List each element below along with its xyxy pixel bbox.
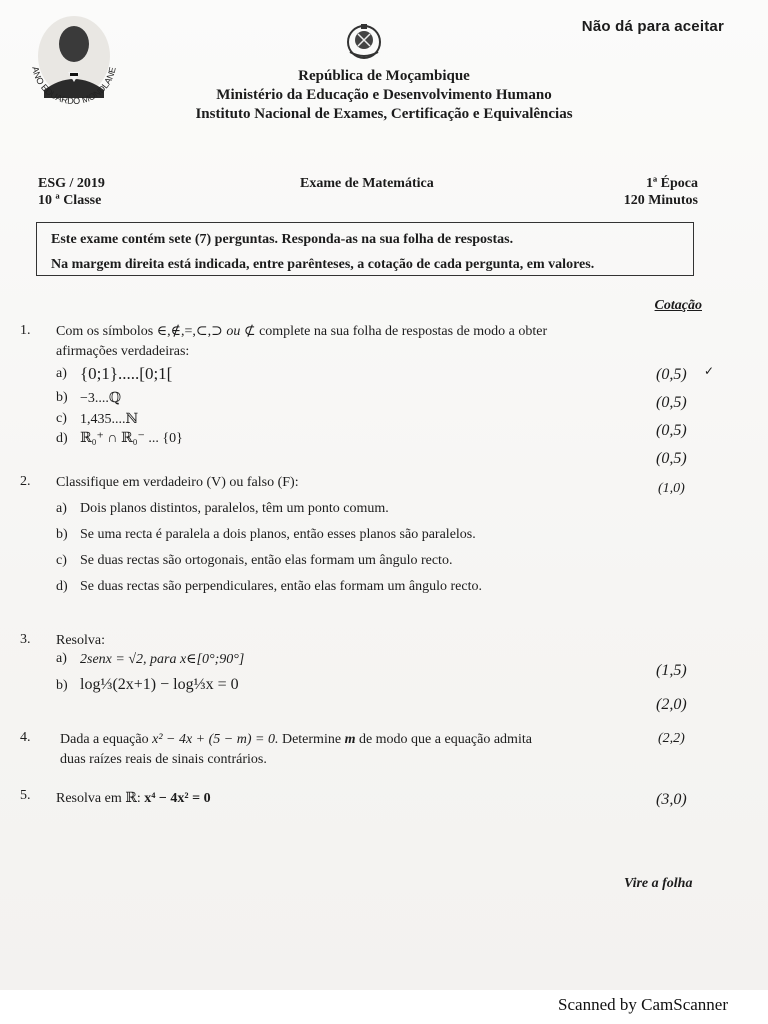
q1b-label: b): [56, 390, 68, 405]
scanned-by-watermark: Scanned by CamScanner: [558, 995, 728, 1014]
q2d-label: d): [56, 579, 68, 594]
q1-number: 1.: [20, 323, 31, 338]
q5-text: [56, 790, 211, 808]
q2a-text: Dois planos distintos, paralelos, têm um ponto comum.: [80, 501, 389, 516]
exam-code: ESG / 2019: [38, 176, 105, 191]
q1c-text: 1,435....ℕ: [80, 412, 139, 427]
svg-text:ANO EDUARDO MONDLANE: ANO EDUARDO MONDLANE: [30, 65, 118, 107]
q4-text-start: Dada a equação: [60, 732, 149, 747]
turn-page-note: Vire a folha: [624, 876, 693, 891]
q4-text: [60, 731, 630, 749]
class-level: 10 ª Classe: [38, 193, 102, 208]
handwritten-note: Não dá para aceitar: [581, 18, 724, 35]
cotacao-heading: Cotação: [654, 298, 702, 313]
check-mark: ✓: [704, 364, 715, 378]
instruction-line-2: Na margem direita está indicada, entre parênteses, a cotação de cada pergunta, em valores.: [51, 257, 595, 272]
q2d-text: Se duas rectas são perpendiculares, então elas formam um ângulo recto.: [80, 579, 482, 594]
instruction-line-1: Este exame contém sete (7) perguntas. Responda-as na sua folha de respostas.: [51, 232, 514, 247]
q4-score: (2,2): [658, 731, 685, 746]
q5-text-start: Resolva em ℝ:: [56, 791, 141, 806]
q3a-score: (1,5): [656, 662, 687, 679]
q4-text-line2: duas raízes reais de sinais contrários.: [60, 752, 267, 767]
q1c-label: c): [56, 411, 67, 426]
q1b-text: −3....ℚ: [80, 391, 122, 406]
q3a-text: 2senx = √2, para x∈[0°;90°]: [80, 652, 245, 667]
q1a-text: {0;1}.....[0;1[: [80, 364, 173, 383]
q2-number: 2.: [20, 474, 31, 489]
q3b-label: b): [56, 678, 68, 693]
institution-line-1: República de Moçambique: [298, 68, 470, 84]
q1b-score: (0,5): [656, 394, 687, 411]
q2-text: Classifique em verdadeiro (V) ou falso (F):: [56, 475, 299, 490]
q3a-label: a): [56, 651, 67, 666]
q1-text-line2: afirmações verdadeiras:: [56, 344, 190, 359]
q1-symbols: ∈,∉,=,⊂,⊃: [156, 324, 223, 339]
q3b-score: (2,0): [656, 696, 687, 713]
q5-score: (3,0): [656, 791, 687, 808]
q1d-score: (0,5): [656, 450, 687, 467]
q1-not-subset-symbol: ⊄: [243, 324, 256, 339]
q1-ou: ou: [226, 324, 241, 339]
q1-text: [56, 323, 696, 341]
q2b-label: b): [56, 527, 68, 542]
institution-line-3: Instituto Nacional de Exames, Certificação e Equivalências: [195, 106, 573, 122]
q3-text: Resolva:: [56, 633, 105, 648]
q5-number: 5.: [20, 788, 31, 803]
q1c-score: (0,5): [656, 422, 687, 439]
q1a-score: (0,5): [656, 366, 687, 383]
q4-number: 4.: [20, 730, 31, 745]
q4-text-end: de modo que a equação admita: [358, 732, 532, 747]
q4-equation: x² − 4x + (5 − m) = 0.: [152, 732, 279, 747]
q4-text-mid: Determine: [281, 732, 342, 747]
q2c-text: Se duas rectas são ortogonais, então elas formam um ângulo recto.: [80, 553, 453, 568]
q4-variable: m: [344, 732, 356, 747]
q2-score: (1,0): [658, 481, 685, 496]
institution-line-2: Ministério da Educação e Desenvolvimento Humano: [216, 87, 552, 103]
q1-text-start: Com os símbolos: [56, 324, 154, 339]
q1d-text: ℝ₀⁺ ∩ ℝ₀⁻ ... {0}: [80, 431, 183, 446]
exam-duration: 120 Minutos: [623, 193, 698, 208]
q2c-label: c): [56, 553, 67, 568]
q5-equation: x⁴ − 4x² = 0: [144, 791, 211, 806]
national-emblem-icon: [344, 22, 384, 62]
q1-text-end: complete na sua folha de respostas de modo a obter: [259, 324, 548, 339]
instructions-box: [36, 222, 694, 276]
q2a-label: a): [56, 501, 67, 516]
q3b-text: log⅓(2x+1) − log⅓x = 0: [80, 676, 239, 693]
exam-season: 1ª Época: [645, 176, 698, 191]
q1a-label: a): [56, 366, 67, 381]
q3-number: 3.: [20, 632, 31, 647]
q1d-label: d): [56, 431, 68, 446]
q2b-text: Se uma recta é paralela a dois planos, então esses planos são paralelos.: [80, 527, 476, 542]
exam-title: Exame de Matemática: [300, 176, 434, 191]
